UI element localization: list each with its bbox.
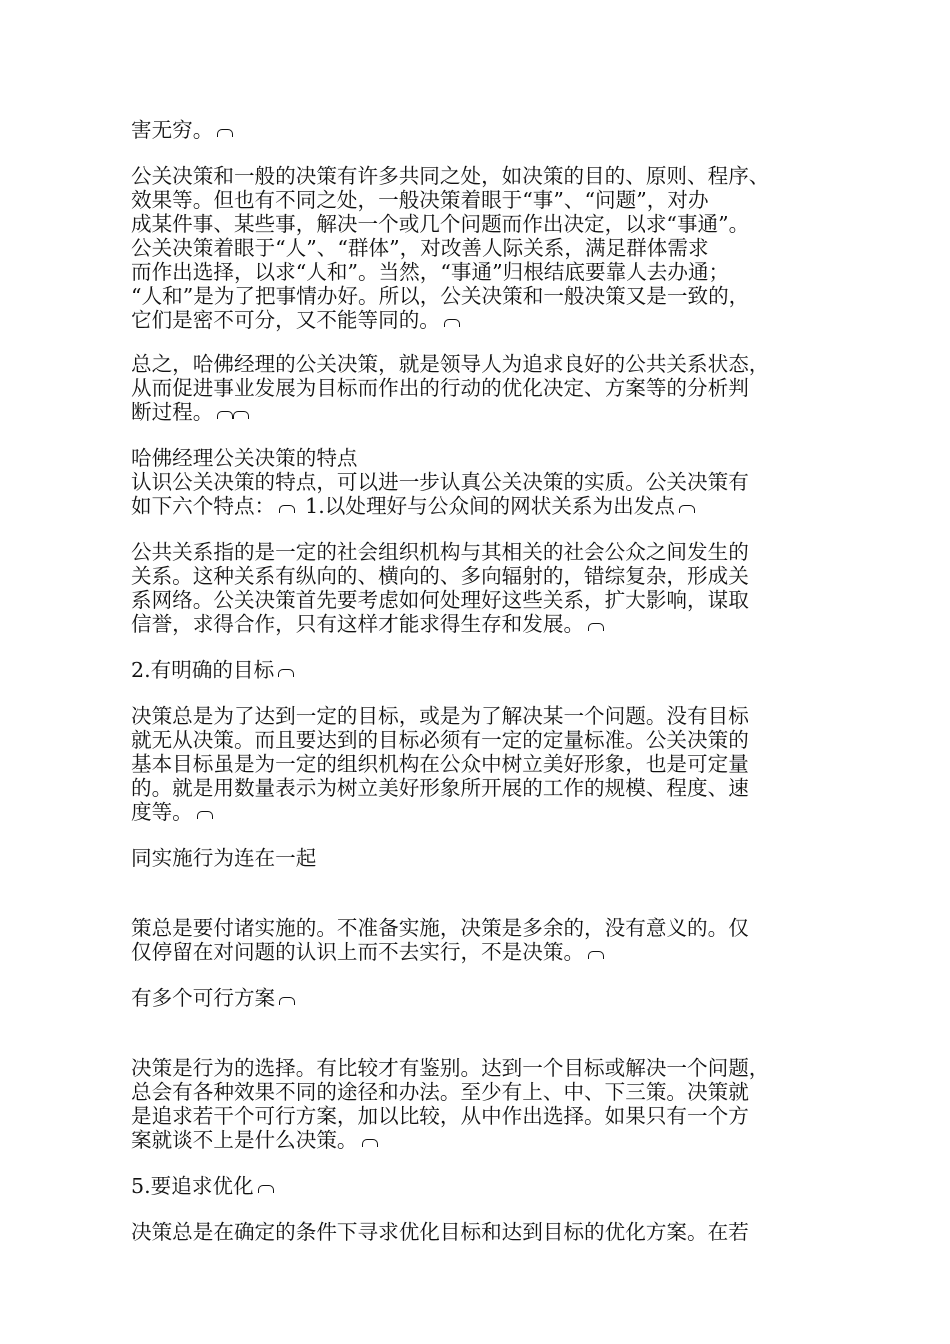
text-line: 基本目标虽是为一定的组织机构在公众中树立美好形象，也是可定量 [131, 752, 749, 776]
text-line: 度等。 [131, 800, 213, 824]
text-line: 断过程。 [131, 400, 249, 424]
paragraph-mark-icon [588, 951, 604, 959]
text-line: 系网络。公关决策首先要考虑如何处理好这些关系，扩大影响，谋取 [131, 588, 749, 612]
paragraph-mark-icon [588, 623, 604, 631]
paragraph-mark-icon [233, 411, 249, 419]
text-line: 仅停留在对问题的认识上而不去实行，不是决策。 [131, 940, 604, 964]
text-line: 如下六个特点： 1.以处理好与公众间的网状关系为出发点 [131, 494, 695, 518]
text-line: 决策总是为了达到一定的目标，或是为了解决某一个问题。没有目标 [131, 704, 749, 728]
text-line: 案就谈不上是什么决策。 [131, 1128, 378, 1152]
paragraph-mark-icon [362, 1139, 378, 1147]
text-line: 策总是要付诸实施的。不准备实施，决策是多余的，没有意义的。仅 [131, 916, 749, 940]
text-line: 公关决策着眼于“人”、“群体”，对改善人际关系，满足群体需求 [131, 236, 709, 260]
text-line: 总会有各种效果不同的途径和办法。至少有上、中、下三策。决策就 [131, 1080, 749, 1104]
paragraph-mark-icon [217, 411, 233, 419]
text-line: 决策是行为的选择。有比较才有鉴别。达到一个目标或解决一个问题， [131, 1056, 770, 1080]
text-line: 总之，哈佛经理的公关决策，就是领导人为追求良好的公共关系状态， [131, 352, 770, 376]
text-line: 的。就是用数量表示为树立美好形象所开展的工作的规模、程度、速 [131, 776, 749, 800]
paragraph-mark-icon [197, 811, 213, 819]
text-line: 公关决策和一般的决策有许多共同之处，如决策的目的、原则、程序、 [131, 164, 770, 188]
text-line: 是追求若干个可行方案，加以比较，从中作出选择。如果只有一个方 [131, 1104, 749, 1128]
paragraph-mark-icon [444, 319, 460, 327]
text-line: 而作出选择，以求“人和”。当然，“事通”归根结底要靠人去办通； [131, 260, 730, 284]
text-line: 从而促进事业发展为目标而作出的行动的优化决定、方案等的分析判 [131, 376, 749, 400]
section-heading: 2.有明确的目标 [131, 658, 294, 682]
paragraph-mark-icon [258, 1185, 274, 1193]
text-line: 就无从决策。而且要达到的目标必须有一定的定量标准。公关决策的 [131, 728, 749, 752]
text-line: 认识公关决策的特点，可以进一步认真公关决策的实质。公关决策有 [131, 470, 749, 494]
paragraph-mark-icon [279, 997, 295, 1005]
section-heading: 有多个可行方案 [131, 986, 295, 1010]
text-line: 决策总是在确定的条件下寻求优化目标和达到目标的优化方案。在若 [131, 1220, 749, 1244]
text-line: 信誉，求得合作，只有这样才能求得生存和发展。 [131, 612, 604, 636]
section-heading: 5.要追求优化 [131, 1174, 274, 1198]
text-line: 害无穷。 [131, 118, 233, 142]
paragraph-mark-icon [279, 505, 295, 513]
section-heading: 同实施行为连在一起 [131, 846, 317, 870]
text-line: “人和”是为了把事情办好。所以，公关决策和一般决策又是一致的， [131, 284, 750, 308]
paragraph-mark-icon [217, 129, 233, 137]
section-heading: 哈佛经理公关决策的特点 [131, 446, 358, 470]
text-line: 效果等。但也有不同之处，一般决策着眼于“事”、“问题”，对办 [131, 188, 709, 212]
text-line: 公共关系指的是一定的社会组织机构与其相关的社会公众之间发生的 [131, 540, 749, 564]
paragraph-mark-icon [278, 669, 294, 677]
text-line: 成某件事、某些事，解决一个或几个问题而作出决定，以求“事通”。 [131, 212, 750, 236]
text-line: 它们是密不可分，又不能等同的。 [131, 308, 460, 332]
paragraph-mark-icon [679, 505, 695, 513]
text-line: 关系。这种关系有纵向的、横向的、多向辐射的，错综复杂，形成关 [131, 564, 749, 588]
